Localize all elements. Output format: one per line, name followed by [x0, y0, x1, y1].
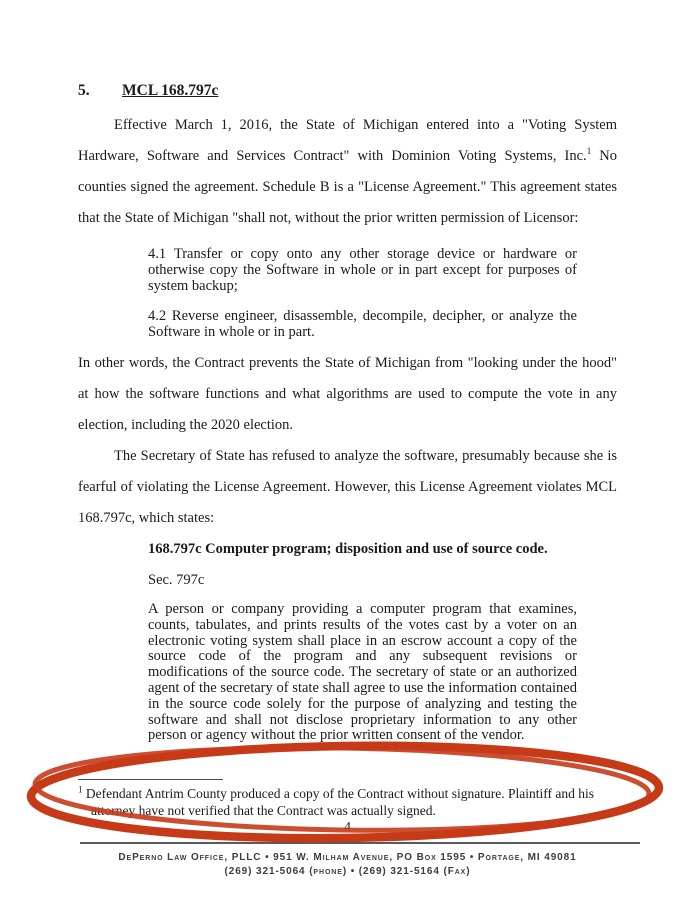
section-heading [78, 82, 617, 100]
section-number: 5. [78, 82, 90, 99]
clause-text: Reverse engineer, disassemble, decompile, decipher, or analyze the Software in whole or in part. [148, 308, 577, 340]
paragraph-other-words: In other words, the Contract prevents the State of Michigan from "looking under the hood" at how the software functions and what algorithms are used to compute the vote in any election, including the 2020 election. [78, 355, 617, 433]
clause-number: 4.2 [148, 308, 167, 324]
footnote-text [78, 786, 623, 819]
footnote-separator-line [78, 779, 223, 780]
statute-quote-body: A person or company providing a computer program that examines, counts, tabulates, and prints results of the votes cast by a voter on an electronic voting system shall place in an escrow account a copy of the source code of the program and any subsequent revisions or modifications of the source code. The secretary of state or an authorized agent of the secretary of state shall agree to use the information contained in the source code solely for the purpose of analyzing and testing the software and shall not disclose proprietary information to any other person or agency without the prior written consent of the vendor. [148, 601, 577, 744]
license-clause-4-1 [148, 246, 577, 294]
footer-phone-line: (269) 321-5064 (phone) • (269) 321-5164 (Fax) [224, 866, 471, 877]
clause-text: Transfer or copy onto any other storage device or hardware or otherwise copy the Software in whole or in part except for purposes of system backup; [148, 246, 577, 294]
intro-text-before-footnote: Effective March 1, 2016, the State of Michigan entered into a "Voting System Hardware, Software and Services Contract" with Dominion Voting Systems, Inc. [78, 117, 617, 164]
clause-number: 4.1 [148, 246, 167, 262]
license-clause-4-2 [148, 308, 577, 340]
footnote-body-text: Defendant Antrim County produced a copy of the Contract without signature. Plaintiff and his attorney have not verified that the Contract was actually signed. [82, 786, 595, 818]
law-office-footer [0, 851, 695, 879]
footer-address-line: DePerno Law Office, PLLC • 951 W. Milham Avenue, PO Box 1595 • Portage, MI 49081 [118, 852, 577, 863]
paragraph-secretary: The Secretary of State has refused to analyze the software, presumably because she is fearful of violating the License Agreement. However, this License Agreement violates MCL 168.797c, which states: [78, 448, 617, 526]
page-number: 4 [344, 820, 351, 835]
footnote [78, 786, 623, 819]
footnote-marker: 1 [78, 784, 83, 795]
document-body [78, 82, 617, 744]
paragraph-intro [78, 110, 617, 234]
statute-heading: 168.797c Computer program; disposition and use of source code. [148, 541, 548, 557]
statute-section-label: Sec. 797c [148, 572, 205, 588]
intro-text-after-footnote: No counties signed the agreement. Schedule B is a "License Agreement." This agreement states that the State of Michigan "shall not, without the prior written permission of Licensor: [78, 148, 617, 226]
footer-rule [80, 842, 640, 844]
section-title: MCL 168.797c [122, 82, 219, 99]
footnote-reference: 1 [586, 146, 592, 157]
